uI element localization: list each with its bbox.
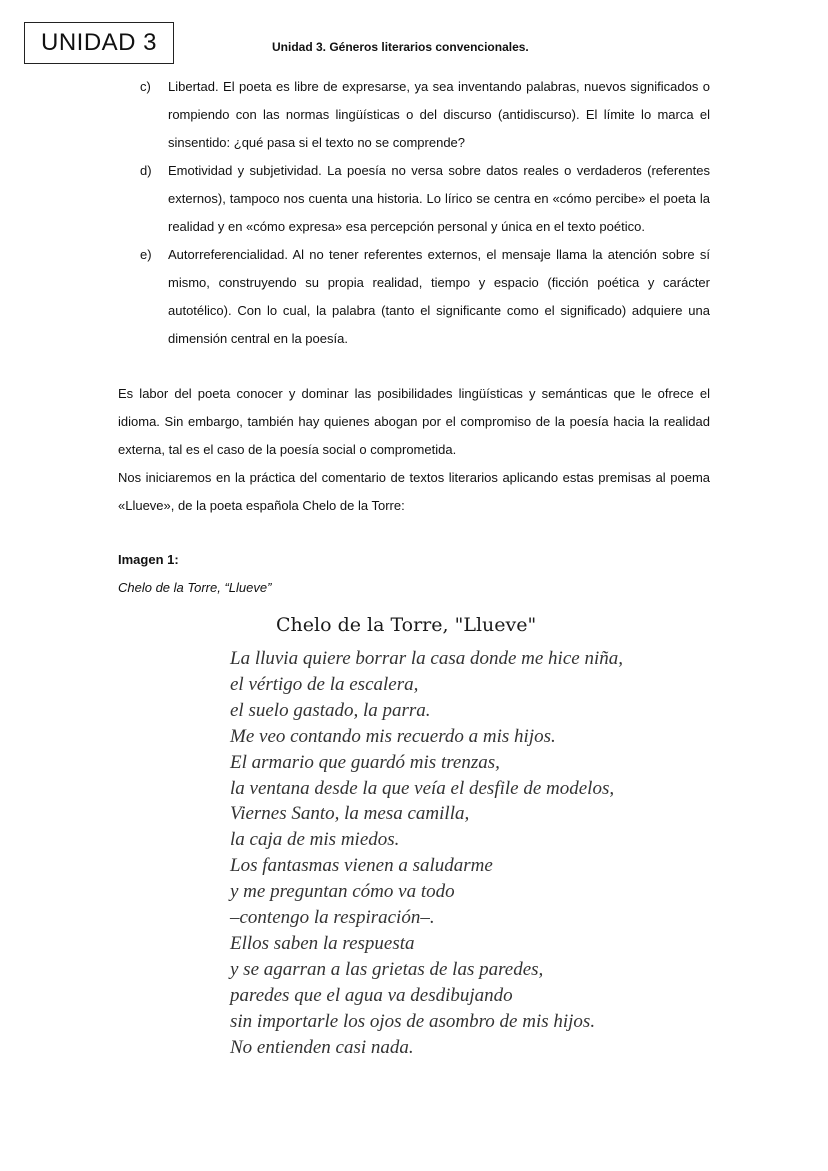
poem-line: paredes que el agua va desdibujando xyxy=(230,984,513,1006)
poem-line: sin importarle los ojos de asombro de mis hijos. xyxy=(230,1010,596,1032)
list-item xyxy=(140,157,710,241)
poem-line: el suelo gastado, la parra. xyxy=(230,699,431,721)
body-text xyxy=(118,380,710,520)
poem-line: No entienden casi nada. xyxy=(230,1036,414,1058)
list-item-text: Libertad. El poeta es libre de expresarse, ya sea inventando palabras, nuevos significados o rompiendo con las normas lingüísticas o del discurso (antidiscurso). El límite lo marca el sinsentido: ¿qué pasa si el texto no se comprende? xyxy=(168,79,710,150)
paragraph: Es labor del poeta conocer y dominar las posibilidades lingüísticas y semánticas que le ofrece el idioma. Sin embargo, también hay quienes abogan por el compromiso de la poesía hacia la realidad externa, tal es el caso de la poesía social o comprometida. xyxy=(118,386,710,457)
list-marker: d) xyxy=(140,163,152,178)
poem-line: Me veo contando mis recuerdo a mis hijos. xyxy=(230,725,556,747)
unit-label: UNIDAD 3 xyxy=(40,29,158,56)
poem-title: Chelo de la Torre, "Llueve" xyxy=(276,614,537,636)
poem-line: Los fantasmas vienen a saludarme xyxy=(230,855,493,877)
features-list xyxy=(140,73,710,353)
poem-line: Ellos saben la respuesta xyxy=(230,932,415,954)
poem-line: La lluvia quiere borrar la casa donde me hice niña, xyxy=(230,648,623,669)
poem-line: –contengo la respiración–. xyxy=(230,907,435,929)
list-item-text: Emotividad y subjetividad. La poesía no versa sobre datos reales o verdaderos (referentes externos), tampoco nos cuenta una historia. Lo lírico se centra en «cómo percibe» el poeta la realidad y en «cómo expresa» esa percepción personal y única en el texto poético. xyxy=(168,163,710,234)
list-item xyxy=(140,241,710,353)
poem-line: la caja de mis miedos. xyxy=(230,829,400,851)
figure-label: Imagen 1: xyxy=(118,552,179,567)
poem-line: El armario que guardó mis trenzas, xyxy=(230,751,500,773)
list-item xyxy=(140,73,710,157)
figure-caption: Chelo de la Torre, “Llueve” xyxy=(118,580,272,595)
list-marker: c) xyxy=(140,79,151,94)
list-item-text: Autorreferencialidad. Al no tener referentes externos, el mensaje llama la atención sobre sí mismo, construyendo su propia realidad, tiempo y espacio (ficción poética y carácter autotélico). Con lo cual, la palabra (tanto el significante como el significado) adquiere una dimensión central en la poesía. xyxy=(168,247,710,346)
running-header: Unidad 3. Géneros literarios convencionales. xyxy=(272,40,529,54)
unit-label-box xyxy=(24,22,174,64)
poem-line: y me preguntan cómo va todo xyxy=(230,881,455,903)
poem-line: y se agarran a las grietas de las paredes, xyxy=(230,958,544,980)
poem-lines xyxy=(230,646,623,1061)
poem-line: Viernes Santo, la mesa camilla, xyxy=(230,803,470,825)
paragraph: Nos iniciaremos en la práctica del comentario de textos literarios aplicando estas premisas al poema «Llueve», de la poeta española Chelo de la Torre: xyxy=(118,470,710,513)
poem-line: el vértigo de la escalera, xyxy=(230,673,419,695)
list-marker: e) xyxy=(140,247,152,262)
poem-line: la ventana desde la que veía el desfile de modelos, xyxy=(230,777,615,799)
